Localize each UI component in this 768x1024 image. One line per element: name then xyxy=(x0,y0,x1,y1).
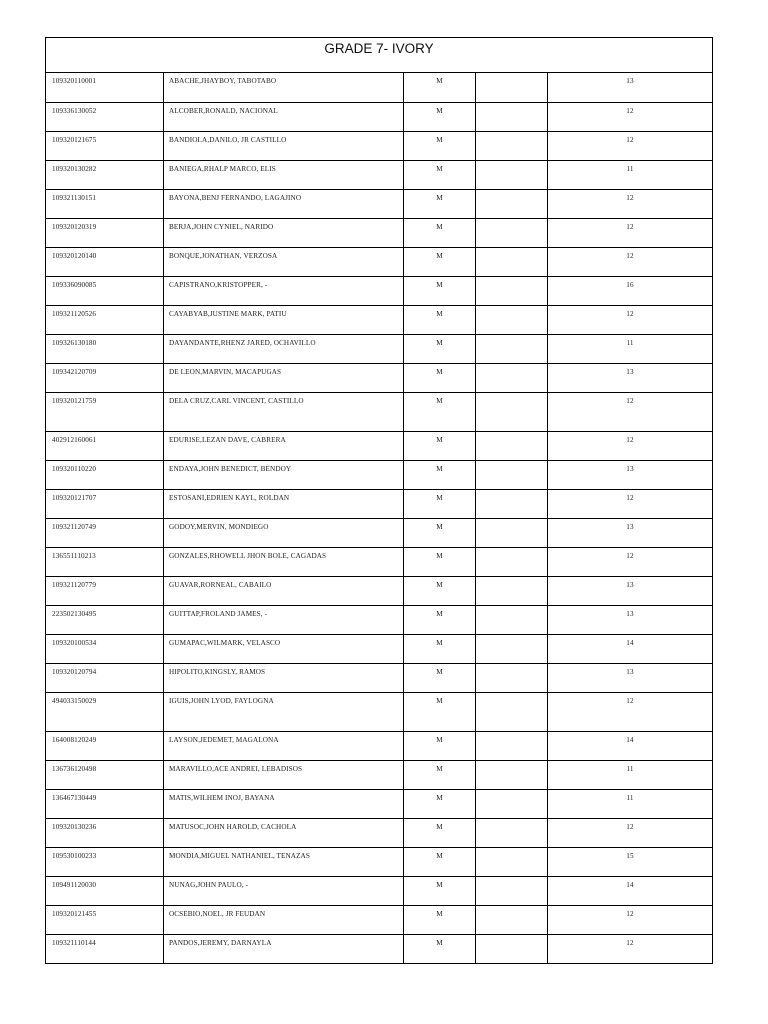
blank-cell xyxy=(476,760,548,789)
table-row xyxy=(46,334,712,363)
table-row xyxy=(46,160,712,189)
table-row xyxy=(46,247,712,276)
blank-cell xyxy=(476,576,548,605)
table-row xyxy=(46,305,712,334)
sex-cell: M xyxy=(404,605,476,634)
blank-cell xyxy=(476,934,548,963)
lrn-cell: 109530100233 xyxy=(46,847,164,876)
name-cell: GUITTAP,FROLAND JAMES, - xyxy=(164,605,404,634)
name-cell: NUNAG,JOHN PAULO, - xyxy=(164,876,404,905)
table-row xyxy=(46,818,712,847)
blank-cell xyxy=(476,276,548,305)
age-cell: 12 xyxy=(548,189,713,218)
blank-cell xyxy=(476,102,548,131)
name-cell: MATIS,WILHEM INOJ, BAYANA xyxy=(164,789,404,818)
age-cell: 13 xyxy=(548,518,713,547)
class-list-sheet xyxy=(45,37,713,964)
table-row xyxy=(46,760,712,789)
table-row xyxy=(46,934,712,963)
sex-cell: M xyxy=(404,73,476,102)
blank-cell xyxy=(476,392,548,431)
age-cell: 12 xyxy=(548,489,713,518)
lrn-cell: 109320110220 xyxy=(46,460,164,489)
table-row xyxy=(46,576,712,605)
blank-cell xyxy=(476,160,548,189)
lrn-cell: 109342120709 xyxy=(46,363,164,392)
age-cell: 15 xyxy=(548,847,713,876)
table-row xyxy=(46,789,712,818)
name-cell: OCSEBIO,NOEL, JR FEUDAN xyxy=(164,905,404,934)
table-row xyxy=(46,731,712,760)
name-cell: ABACHE,JHAYBOY, TABOTABO xyxy=(164,73,404,102)
sex-cell: M xyxy=(404,392,476,431)
age-cell: 12 xyxy=(548,102,713,131)
lrn-cell: 109320110001 xyxy=(46,73,164,102)
blank-cell xyxy=(476,489,548,518)
lrn-cell: 109320100534 xyxy=(46,634,164,663)
lrn-cell: 136467130449 xyxy=(46,789,164,818)
sex-cell: M xyxy=(404,102,476,131)
table-row xyxy=(46,634,712,663)
age-cell: 12 xyxy=(548,547,713,576)
age-cell: 13 xyxy=(548,460,713,489)
sex-cell: M xyxy=(404,276,476,305)
age-cell: 11 xyxy=(548,760,713,789)
age-cell: 12 xyxy=(548,392,713,431)
lrn-cell: 109320120794 xyxy=(46,663,164,692)
age-cell: 12 xyxy=(548,934,713,963)
age-cell: 12 xyxy=(548,905,713,934)
blank-cell xyxy=(476,692,548,731)
lrn-cell: 164008120249 xyxy=(46,731,164,760)
blank-cell xyxy=(476,247,548,276)
lrn-cell: 109321130151 xyxy=(46,189,164,218)
table-row xyxy=(46,102,712,131)
blank-cell xyxy=(476,363,548,392)
blank-cell xyxy=(476,73,548,102)
name-cell: BERJA,JOHN CYNIEL, NARIDO xyxy=(164,218,404,247)
sex-cell: M xyxy=(404,760,476,789)
sex-cell: M xyxy=(404,189,476,218)
lrn-cell: 136551110213 xyxy=(46,547,164,576)
sex-cell: M xyxy=(404,489,476,518)
age-cell: 12 xyxy=(548,131,713,160)
blank-cell xyxy=(476,189,548,218)
blank-cell xyxy=(476,431,548,460)
sex-cell: M xyxy=(404,247,476,276)
lrn-cell: 109326130180 xyxy=(46,334,164,363)
blank-cell xyxy=(476,518,548,547)
age-cell: 13 xyxy=(548,663,713,692)
sex-cell: M xyxy=(404,131,476,160)
sex-cell: M xyxy=(404,431,476,460)
lrn-cell: 109320121707 xyxy=(46,489,164,518)
name-cell: MARAVILLO,ACE ANDREI, LEBADISOS xyxy=(164,760,404,789)
table-row xyxy=(46,392,712,431)
lrn-cell: 109321110144 xyxy=(46,934,164,963)
blank-cell xyxy=(476,305,548,334)
lrn-cell: 109320121759 xyxy=(46,392,164,431)
age-cell: 12 xyxy=(548,692,713,731)
name-cell: BANIEGA,RHALP MARCO, ELIS xyxy=(164,160,404,189)
table-row xyxy=(46,876,712,905)
name-cell: ESTOSANI,EDRIEN KAYL, ROLDAN xyxy=(164,489,404,518)
lrn-cell: 109320121675 xyxy=(46,131,164,160)
age-cell: 11 xyxy=(548,789,713,818)
sex-cell: M xyxy=(404,663,476,692)
name-cell: MONDIA,MIGUEL NATHANIEL, TENAZAS xyxy=(164,847,404,876)
blank-cell xyxy=(476,847,548,876)
sex-cell: M xyxy=(404,905,476,934)
table-row xyxy=(46,489,712,518)
lrn-cell: 223502130495 xyxy=(46,605,164,634)
age-cell: 12 xyxy=(548,431,713,460)
lrn-cell: 109491120030 xyxy=(46,876,164,905)
name-cell: PANDOS,JEREMY, DARNAYLA xyxy=(164,934,404,963)
table-row xyxy=(46,218,712,247)
name-cell: BAYONA,BENJ FERNANDO, LAGAJINO xyxy=(164,189,404,218)
blank-cell xyxy=(476,334,548,363)
student-table-body xyxy=(46,73,712,963)
blank-cell xyxy=(476,663,548,692)
age-cell: 12 xyxy=(548,247,713,276)
sex-cell: M xyxy=(404,818,476,847)
name-cell: EDURISE,LEZAN DAVE, CABRERA xyxy=(164,431,404,460)
sex-cell: M xyxy=(404,305,476,334)
sex-cell: M xyxy=(404,634,476,663)
table-row xyxy=(46,518,712,547)
name-cell: HIPOLITO,KINGSLY, RAMOS xyxy=(164,663,404,692)
table-row xyxy=(46,363,712,392)
lrn-cell: 136736120498 xyxy=(46,760,164,789)
page-title: GRADE 7- IVORY xyxy=(46,38,712,73)
age-cell: 12 xyxy=(548,818,713,847)
blank-cell xyxy=(476,605,548,634)
age-cell: 16 xyxy=(548,276,713,305)
sex-cell: M xyxy=(404,692,476,731)
name-cell: GUMAPAC,WILMARK, VELASCO xyxy=(164,634,404,663)
table-row xyxy=(46,276,712,305)
table-row xyxy=(46,460,712,489)
age-cell: 12 xyxy=(548,218,713,247)
sex-cell: M xyxy=(404,160,476,189)
blank-cell xyxy=(476,731,548,760)
blank-cell xyxy=(476,905,548,934)
table-row xyxy=(46,547,712,576)
age-cell: 13 xyxy=(548,605,713,634)
sex-cell: M xyxy=(404,576,476,605)
sex-cell: M xyxy=(404,218,476,247)
table-row xyxy=(46,905,712,934)
name-cell: BANDIOLA,DANILO, JR CASTILLO xyxy=(164,131,404,160)
blank-cell xyxy=(476,818,548,847)
lrn-cell: 494033150029 xyxy=(46,692,164,731)
name-cell: MATUSOC,JOHN HAROLD, CACHOLA xyxy=(164,818,404,847)
name-cell: GONZALES,RHOWELL JHON BOLE, CAGADAS xyxy=(164,547,404,576)
lrn-cell: 109321120779 xyxy=(46,576,164,605)
lrn-cell: 109320130282 xyxy=(46,160,164,189)
sex-cell: M xyxy=(404,934,476,963)
name-cell: BONQUE,JONATHAN, VERZOSA xyxy=(164,247,404,276)
blank-cell xyxy=(476,547,548,576)
age-cell: 14 xyxy=(548,731,713,760)
name-cell: ALCOBER,RONALD, NACIONAL xyxy=(164,102,404,131)
name-cell: CAYABYAB,JUSTINE MARK, PATIU xyxy=(164,305,404,334)
age-cell: 12 xyxy=(548,305,713,334)
lrn-cell: 109336090085 xyxy=(46,276,164,305)
blank-cell xyxy=(476,876,548,905)
sex-cell: M xyxy=(404,334,476,363)
name-cell: DE LEON,MARVIN, MACAPUGAS xyxy=(164,363,404,392)
name-cell: GODOY,MERVIN, MONDIEGO xyxy=(164,518,404,547)
lrn-cell: 109320120319 xyxy=(46,218,164,247)
name-cell: DAYANDANTE,RHENZ JARED, OCHAVILLO xyxy=(164,334,404,363)
table-row xyxy=(46,663,712,692)
lrn-cell: 109321120749 xyxy=(46,518,164,547)
age-cell: 13 xyxy=(548,73,713,102)
lrn-cell: 109320121455 xyxy=(46,905,164,934)
age-cell: 14 xyxy=(548,876,713,905)
table-row xyxy=(46,73,712,102)
lrn-cell: 109320120140 xyxy=(46,247,164,276)
lrn-cell: 109320130236 xyxy=(46,818,164,847)
table-row xyxy=(46,692,712,731)
table-row xyxy=(46,131,712,160)
sex-cell: M xyxy=(404,876,476,905)
age-cell: 13 xyxy=(548,576,713,605)
sex-cell: M xyxy=(404,363,476,392)
blank-cell xyxy=(476,218,548,247)
sex-cell: M xyxy=(404,847,476,876)
table-row xyxy=(46,605,712,634)
name-cell: IGUIS,JOHN LYOD, FAYLOGNA xyxy=(164,692,404,731)
sex-cell: M xyxy=(404,789,476,818)
blank-cell xyxy=(476,460,548,489)
sex-cell: M xyxy=(404,547,476,576)
name-cell: GUAVAR,RORNEAL, CABAILO xyxy=(164,576,404,605)
blank-cell xyxy=(476,634,548,663)
age-cell: 13 xyxy=(548,363,713,392)
lrn-cell: 109321120526 xyxy=(46,305,164,334)
age-cell: 11 xyxy=(548,160,713,189)
age-cell: 14 xyxy=(548,634,713,663)
sex-cell: M xyxy=(404,731,476,760)
lrn-cell: 402912160061 xyxy=(46,431,164,460)
name-cell: ENDAYA,JOHN BENEDICT, BENDOY xyxy=(164,460,404,489)
name-cell: CAPISTRANO,KRISTOPPER, - xyxy=(164,276,404,305)
name-cell: LAYSON,JEDEMET, MAGALONA xyxy=(164,731,404,760)
blank-cell xyxy=(476,131,548,160)
name-cell: DELA CRUZ,CARL VINCENT, CASTILLO xyxy=(164,392,404,431)
table-row xyxy=(46,847,712,876)
blank-cell xyxy=(476,789,548,818)
table-row xyxy=(46,189,712,218)
table-row xyxy=(46,431,712,460)
sex-cell: M xyxy=(404,460,476,489)
sex-cell: M xyxy=(404,518,476,547)
lrn-cell: 109336130052 xyxy=(46,102,164,131)
student-table xyxy=(46,73,712,963)
age-cell: 11 xyxy=(548,334,713,363)
